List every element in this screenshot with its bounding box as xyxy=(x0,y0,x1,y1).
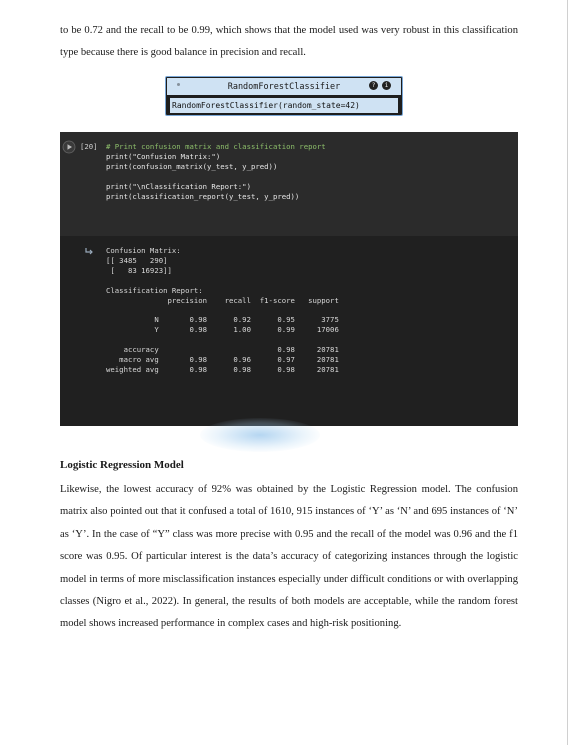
code-cell[interactable] xyxy=(60,132,518,236)
cell-output xyxy=(60,236,518,426)
output-text: Confusion Matrix: [[ 3485 290] [ 83 16923]] Classification Report: precision recall f1-score support N 0.98 0.92 0.95 3775 Y 0.98 1.00 0.99 17006 accuracy 0.98 20781 macro avg 0.98 0.96 0.97 20781 weighted avg 0.98 0.98 0.98 20781 xyxy=(106,246,339,374)
info-icon[interactable]: i xyxy=(382,81,391,90)
expand-dot-icon xyxy=(177,83,180,86)
play-icon[interactable] xyxy=(62,140,76,154)
body-paragraph: Likewise, the lowest accuracy of 92% was obtained by the Logistic Regression model. The confusion matrix also pointed out that it confused a total of 1610, 915 instances of ‘Y’ as ‘N’ and 695 instances of ‘N’ as ‘Y’. In the case of “Y” class was more precise with 0.95 and the recall of the model was 0.96 and the f1 score was 0.95. Of particular interest is the data’s accuracy of categorizing instances through the logistic model in terms of more misclassification instances especially under difficult conditions or with overlapping classes (Nigro et al., 2022). In general, the results of both models are acceptable, while the random forest model shows increased performance in complex cases and high-risk positioning. xyxy=(60,484,518,630)
model-output-header[interactable] xyxy=(167,78,401,95)
code-line-3: print(confusion_matrix(y_test, y_pred)) xyxy=(106,162,278,171)
output-arrow-icon[interactable] xyxy=(84,246,94,258)
code-line-2: print("Confusion Matrix:") xyxy=(106,152,221,161)
code-line-comment: # Print confusion matrix and classification report xyxy=(106,142,326,151)
decorative-blur xyxy=(200,418,320,452)
section-heading: Logistic Regression Model xyxy=(60,459,184,471)
code-line-4: print("\nClassification Report:") xyxy=(106,182,251,191)
model-output-widget[interactable] xyxy=(165,76,403,116)
intro-paragraph: to be 0.72 and the recall to be 0.99, which shows that the model used was very robust in this classification type because there is good balance in precision and recall. xyxy=(60,25,518,58)
model-name: RandomForestClassifier xyxy=(227,81,341,92)
code-line-5: print(classification_report(y_test, y_pred)) xyxy=(106,192,300,201)
help-icon[interactable]: ? xyxy=(369,81,378,90)
code-editor[interactable] xyxy=(106,142,326,202)
model-repr: RandomForestClassifier(random_state=42) xyxy=(170,98,398,113)
execution-count: [20] xyxy=(80,142,98,151)
